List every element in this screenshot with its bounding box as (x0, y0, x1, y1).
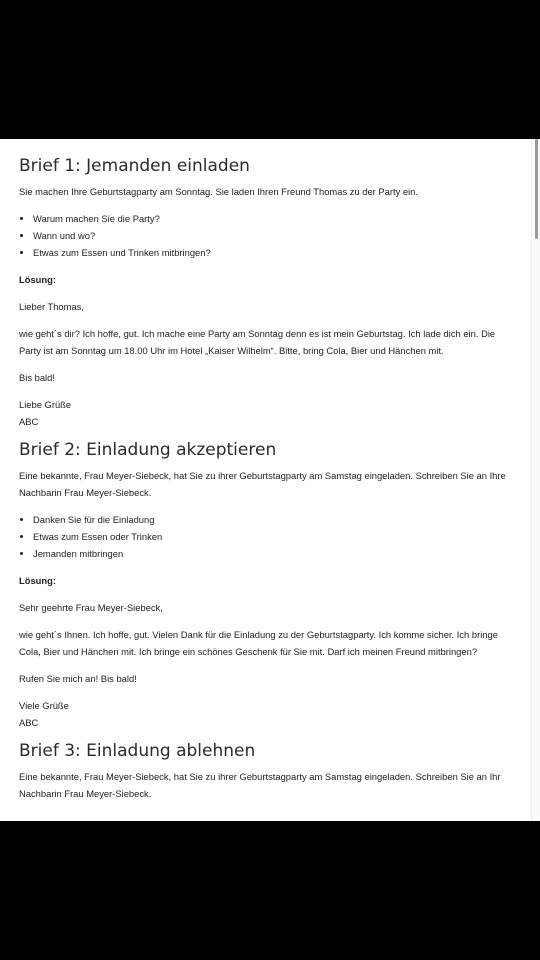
section-1-body: wie geht´s dir? Ich hoffe, gut. Ich mache eine Party am Sonntag denn es ist mein Geburtstag. Ich lade dich ein. Die Party ist am Sonntag um 18.00 Uhr im Hotel „Kaiser Wilhelm“. Bitte, bring Cola, Bier und Hänchen mit. (19, 328, 496, 356)
section-1-signature: ABC (19, 416, 39, 427)
list-item: • Danken Sie für die Einladung (33, 511, 519, 528)
section-2-closing: Rufen Sie mich an! Bis bald! (19, 673, 137, 684)
section-2-points (19, 511, 519, 562)
scroll-track[interactable] (531, 139, 540, 821)
scrollbar-thumb[interactable] (535, 139, 538, 239)
section-3-intro: Eine bekannte, Frau Meyer-Siebeck, hat Sie zu ihrer Geburtstagparty am Samstag eingeladen. Schreiben Sie an Ihr Nachbarin Frau Meyer-Siebeck. (19, 771, 501, 799)
section-2-intro: Eine bekannte, Frau Meyer-Siebeck, hat Sie zu ihrer Geburtstagparty am Samstag eingeladen. Schreiben Sie an Ihre Nachbarin Frau Meyer-Siebeck. (19, 470, 506, 498)
section-1-points (19, 210, 519, 261)
list-item: • Warum machen Sie die Party? (33, 210, 519, 227)
section-1-solution-label: Lösung: (19, 274, 56, 285)
list-item: • Etwas zum Essen und Trinken mitbringen? (33, 244, 519, 261)
document-page (0, 139, 540, 821)
section-3-title: Brief 3: Einladung ablehnen (19, 741, 256, 761)
section-1-closing: Bis bald! (19, 372, 55, 383)
section-2-signature: ABC (19, 717, 39, 728)
section-2-title: Brief 2: Einladung akzeptieren (19, 440, 277, 460)
section-1-title: Brief 1: Jemanden einladen (19, 156, 250, 176)
document-content (19, 139, 519, 802)
section-2-body: wie geht´s Ihnen. Ich hoffe, gut. Vielen Dank für die Einladung zu der Geburtstagparty. Ich komme sicher. Ich bringe Cola, Bier und Hänchen mit. Ich bringe ein schönes Geschenk für Sie mit. Darf ich meinen Freund mitbringen? (19, 629, 498, 657)
section-2-signoff: Viele Grüße (19, 700, 69, 711)
section-1-greeting: Lieber Thomas, (19, 301, 84, 312)
section-2-solution-label: Lösung: (19, 575, 56, 586)
section-2-greeting: Sehr geehrte Frau Meyer-Siebeck, (19, 602, 163, 613)
section-1-intro: Sie machen Ihre Geburtstagparty am Sonntag. Sie laden Ihren Freund Thomas zu der Party ein. (19, 186, 419, 197)
section-1-signoff: Liebe Grüße (19, 399, 72, 410)
list-item: • Etwas zum Essen oder Trinken (33, 528, 519, 545)
list-item: • Jemanden mitbringen (33, 545, 519, 562)
list-item: • Wann und wo? (33, 227, 519, 244)
